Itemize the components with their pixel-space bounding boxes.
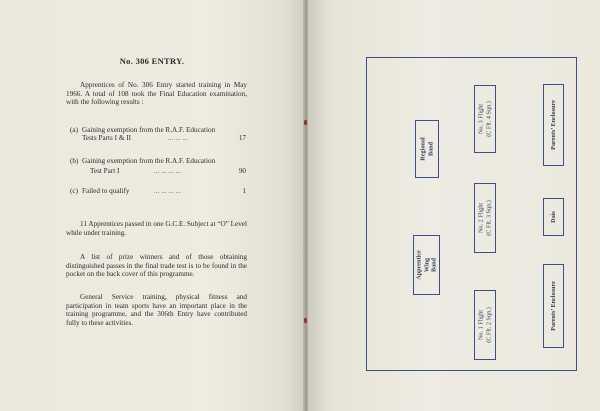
result-a-leader: ... ... ... xyxy=(168,134,188,142)
result-c-value: 1 xyxy=(242,187,246,195)
flight-2-box xyxy=(474,183,496,253)
result-a-label: (a) xyxy=(70,126,78,134)
regional-band-label: Regional Band xyxy=(419,137,434,161)
parents-enclosure-top-box xyxy=(543,84,564,166)
flight-3-label: No. 3 Flight (C Flt. 4 Sqn.) xyxy=(477,101,492,137)
result-b-leader: ... ... ... ... xyxy=(154,167,181,175)
dais-label: Dais xyxy=(549,211,557,223)
apprentice-wing-band-label: Apprentice Wing Band xyxy=(415,250,438,280)
parents-enclosure-bottom-box xyxy=(543,264,564,348)
intro-paragraph: Apprentices of No. 306 Entry started training in May 1966. A total of 108 took the Final Education examination, with the following results : xyxy=(66,81,247,107)
flight-2-label: No. 2 Flight (C Flt. 3 Sqn.) xyxy=(477,200,492,236)
apprentice-wing-band-box xyxy=(413,235,440,295)
parents-enclosure-top-label: Parents’ Enclosure xyxy=(549,100,557,150)
flight-1-label: No. 1 Flight (C Flt. 2 Sqn.) xyxy=(477,307,492,343)
dais-box xyxy=(543,198,564,236)
entry-title: No. 306 ENTRY. xyxy=(119,56,185,66)
result-c-line1: Failed to qualify xyxy=(82,187,130,195)
regional-band-box xyxy=(415,120,439,178)
staple-top xyxy=(304,120,307,125)
result-c-label: (c) xyxy=(70,187,78,195)
parade-ground-plan xyxy=(366,57,577,371)
result-b-value: 90 xyxy=(238,167,246,175)
result-c-leader: ... ... ... ... xyxy=(154,187,181,195)
parents-enclosure-bottom-label: Parents’ Enclosure xyxy=(549,281,557,331)
prize-paragraph: A list of prize winners and of those obtaining distinguished passes in the final trade test is to be found in the pocket on the back cover of this programme. xyxy=(66,253,247,279)
gce-paragraph: 11 Apprentices passed in one G.C.E. Subject at “O” Level while under training. xyxy=(66,220,247,237)
result-b-line1: Gaining exemption from the R.A.F. Education xyxy=(82,157,216,165)
result-a-line2: Tests Parts I & II xyxy=(82,134,132,142)
result-a-value: 17 xyxy=(238,134,246,142)
general-service-paragraph: General Service training, physical fitness and participation in team sports have an important place in the training programme, and the 306th Entry have contributed fully to these activities. xyxy=(66,293,247,327)
result-a-line1: Gaining exemption from the R.A.F. Education xyxy=(82,126,216,134)
flight-3-box xyxy=(474,85,496,153)
staple-bottom xyxy=(304,318,307,323)
result-b-label: (b) xyxy=(70,157,79,165)
result-b-line2: Test Part I xyxy=(90,167,120,175)
flight-1-box xyxy=(474,290,496,360)
